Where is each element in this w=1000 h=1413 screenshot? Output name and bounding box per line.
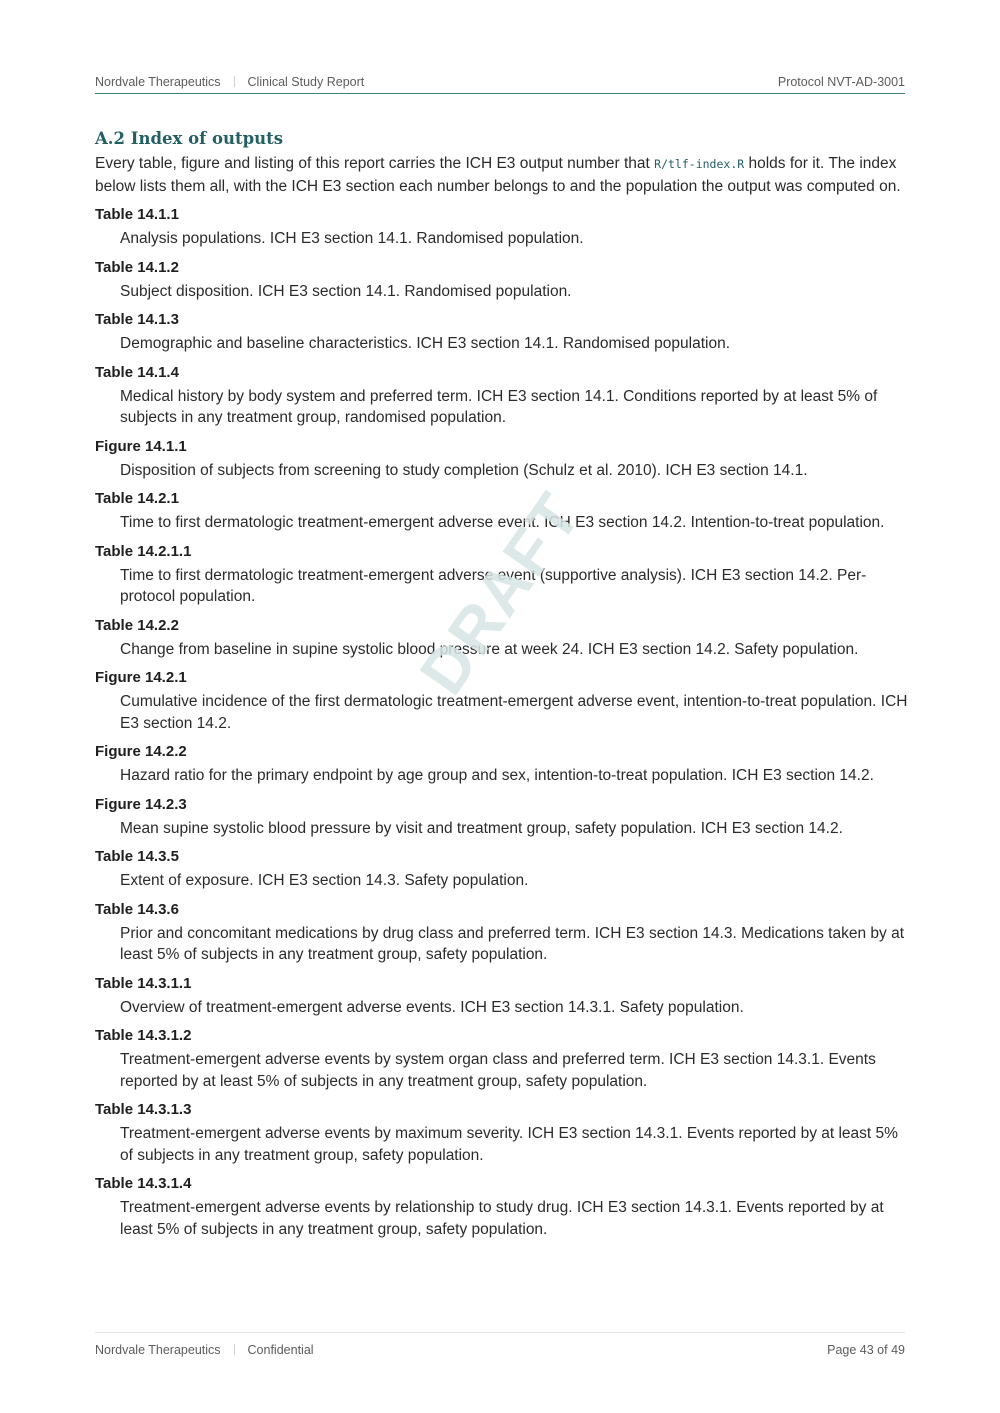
index-entry xyxy=(95,899,910,966)
header-protocol: Protocol NVT-AD-3001 xyxy=(777,75,905,89)
running-footer xyxy=(95,1332,905,1363)
header-separator xyxy=(234,76,235,87)
draft-watermark: DRAFT xyxy=(405,479,595,707)
intro-code-path: R/tlf-index.R xyxy=(654,157,745,171)
index-entry xyxy=(95,1099,910,1166)
entry-label: Table 14.1.1 xyxy=(95,206,179,223)
footer-separator xyxy=(234,1344,235,1355)
entry-label: Table 14.3.1.3 xyxy=(95,1101,192,1118)
entry-description: Medical history by body system and preferred term. ICH E3 section 14.1. Conditions reported by at least 5% of subjects in any treatment group, randomised population. xyxy=(120,387,878,426)
intro-text-start: Every table, figure and listing of this report carries the ICH E3 output number that xyxy=(95,155,655,172)
entry-label: Table 14.3.5 xyxy=(95,848,179,865)
entry-description: Extent of exposure. ICH E3 section 14.3. Safety population. xyxy=(120,872,529,889)
intro-text-end: holds for it. The index below lists them all, with the ICH E3 section each number belongs to and the population the output was computed on. xyxy=(95,155,901,195)
entry-description: Prior and concomitant medications by drug class and preferred term. ICH E3 section 14.3. Medications taken by at least 5% of subjects in any treatment group, safety population. xyxy=(120,924,904,963)
index-entry xyxy=(95,794,910,840)
index-entry xyxy=(95,846,910,892)
output-index-list xyxy=(95,204,910,1240)
entry-label: Table 14.1.4 xyxy=(95,363,179,381)
header-left xyxy=(95,75,364,89)
entry-description: Treatment-emergent adverse events by system organ class and preferred term. ICH E3 section 14.3.1. Events reported by at least 5% of subjects in any treatment group, safety population. xyxy=(120,1051,876,1090)
entry-description: Treatment-emergent adverse events by relationship to study drug. ICH E3 section 14.3.1. Events reported by at least 5% of subjects in any treatment group, safety population. xyxy=(120,1199,884,1238)
footer-page-number: Page 43 of 49 xyxy=(827,1343,905,1357)
header-document-title: Clinical Study Report xyxy=(247,75,365,89)
entry-description: Treatment-emergent adverse events by maximum severity. ICH E3 section 14.3.1. Events reported by at least 5% of subjects in any treatment group, safety population. xyxy=(120,1125,898,1164)
entry-description: Time to first dermatologic treatment-emergent adverse event (supportive analysis). ICH E3 section 14.2. Per-protocol population. xyxy=(120,566,867,605)
section-heading: A.2 Index of outputs xyxy=(95,129,284,148)
entry-label: Figure 14.2.3 xyxy=(95,795,187,813)
entry-label: Figure 14.2.1 xyxy=(95,669,187,686)
entry-label: Table 14.3.6 xyxy=(95,900,179,918)
entry-label: Table 14.1.2 xyxy=(95,258,179,276)
index-entry xyxy=(95,973,910,1019)
footer-company: Nordvale Therapeutics xyxy=(95,1343,221,1357)
index-entry xyxy=(95,1025,910,1092)
running-header xyxy=(95,74,905,94)
entry-label: Table 14.2.1.1 xyxy=(95,542,192,560)
index-entry xyxy=(95,1173,910,1240)
index-entry xyxy=(95,667,910,734)
header-company: Nordvale Therapeutics xyxy=(95,75,221,89)
entry-label: Table 14.3.1.1 xyxy=(95,974,192,992)
index-entry xyxy=(95,436,910,482)
footer-left xyxy=(95,1343,314,1357)
entry-label: Table 14.3.1.4 xyxy=(95,1175,192,1192)
index-entry xyxy=(95,257,910,303)
entry-description: Change from baseline in supine systolic blood pressure at week 24. ICH E3 section 14.2. Safety population. xyxy=(120,640,859,658)
index-entry xyxy=(95,741,910,787)
entry-description: Analysis populations. ICH E3 section 14.1. Randomised population. xyxy=(120,230,584,247)
entry-label: Table 14.2.2 xyxy=(95,616,179,634)
entry-description: Mean supine systolic blood pressure by visit and treatment group, safety population. ICH E3 section 14.2. xyxy=(120,819,843,837)
entry-description: Demographic and baseline characteristics. ICH E3 section 14.1. Randomised population. xyxy=(120,335,731,352)
entry-description: Overview of treatment-emergent adverse events. ICH E3 section 14.3.1. Safety population. xyxy=(120,998,744,1016)
entry-label: Figure 14.2.2 xyxy=(95,743,187,760)
entry-label: Table 14.3.1.2 xyxy=(95,1027,192,1044)
index-entry xyxy=(95,309,910,355)
index-entry xyxy=(95,204,910,250)
entry-label: Table 14.2.1 xyxy=(95,490,179,507)
section-intro xyxy=(95,153,910,197)
entry-label: Figure 14.1.1 xyxy=(95,437,187,455)
entry-description: Hazard ratio for the primary endpoint by age group and sex, intention-to-treat population. ICH E3 section 14.2. xyxy=(120,767,874,784)
entry-description: Disposition of subjects from screening to study completion (Schulz et al. 2010). ICH E3 section 14.1. xyxy=(120,461,808,479)
entry-description: Time to first dermatologic treatment-emergent adverse event. ICH E3 section 14.2. Intention-to-treat population. xyxy=(120,514,885,531)
entry-description: Cumulative incidence of the first dermatologic treatment-emergent adverse event, intention-to-treat population. ICH E3 section 14.2. xyxy=(120,693,908,732)
footer-classification: Confidential xyxy=(247,1343,314,1357)
index-entry xyxy=(95,362,910,429)
main-content xyxy=(95,128,910,1240)
entry-label: Table 14.1.3 xyxy=(95,311,179,328)
entry-description: Subject disposition. ICH E3 section 14.1. Randomised population. xyxy=(120,282,572,300)
